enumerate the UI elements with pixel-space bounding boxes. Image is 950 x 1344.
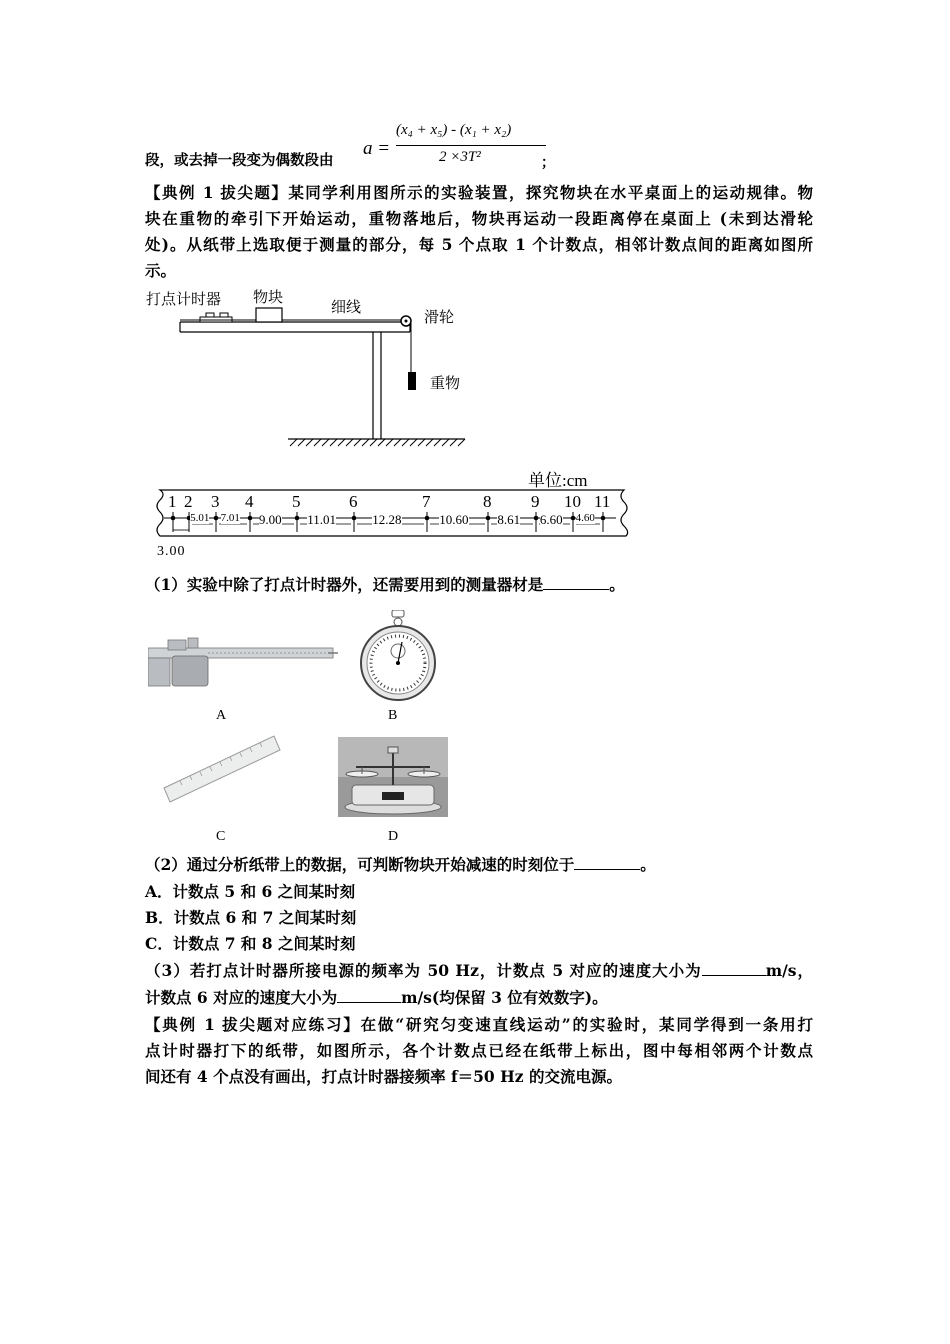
q1-text: （1）实验中除了打点计时器外，还需要用到的测量器材是 。 <box>145 575 625 594</box>
acceleration-formula <box>363 120 563 180</box>
tape-point-label-1: 1 <box>168 492 177 511</box>
first-distance-label: 3.00 <box>157 544 186 559</box>
tape-distance-label: 4.60 <box>575 512 595 524</box>
practice-line3: 间还有 4 个点没有画出，打点计时器接频率 f＝50 Hz 的交流电源。 <box>145 1067 622 1086</box>
q2-option-b: B．计数点 6 和 7 之间某时刻 <box>145 908 357 927</box>
tape-point-label-3: 3 <box>211 492 220 511</box>
tape-point-8 <box>486 516 491 521</box>
tape-distance-label: 11.01 <box>307 512 337 527</box>
practice-line1: 【典例 1 拔尖题对应练习】在做“研究匀变速直线运动”的实验时，某同学得到一条用打 <box>145 1015 813 1034</box>
vernier-caliper-image <box>148 630 338 692</box>
weight-label: 重物 <box>430 376 461 392</box>
tape-point-1 <box>171 516 176 521</box>
tape-unit: 单位:cm <box>528 471 588 490</box>
tape-point-label-6: 6 <box>349 492 358 511</box>
formula-suffix: ； <box>541 155 555 171</box>
tape-point-label-7: 7 <box>422 492 431 511</box>
practice-line2: 点计时器打下的纸带，如图所示，各个计数点已经在纸带上标出，图中每相邻两个计数点 <box>145 1041 813 1060</box>
tape-distance-label: 9.00 <box>258 512 282 527</box>
tape-point-label-2: 2 <box>184 492 193 511</box>
tape-point-9 <box>534 516 539 521</box>
option-a-label: A <box>216 708 227 723</box>
timer-label: 打点计时器 <box>146 292 222 308</box>
q3-line1: （3）若打点计时器所接电源的频率为 50 Hz，计数点 5 对应的速度大小为 m/s， <box>145 961 813 980</box>
option-d-label: D <box>388 829 399 844</box>
tape-point-label-5: 5 <box>292 492 301 511</box>
tape-point-label-8: 8 <box>483 492 492 511</box>
q2-option-a: A．计数点 5 和 6 之间某时刻 <box>145 882 356 901</box>
fraction-bar <box>396 145 546 146</box>
q3-line2: 计数点 6 对应的速度大小为 m/s(均保留 3 位有效数字)。 <box>145 988 608 1007</box>
example1-line3: 处)。从纸带上选取便于测量的部分，每 5 个点取 1 个计数点，相邻计数点间的距离如图所 <box>145 235 813 254</box>
balance-scale-image <box>338 737 448 817</box>
example1-line4: 示。 <box>145 261 177 280</box>
example1-line1: 【典例 1 拔尖题】某同学利用图所示的实验装置，探究物块在水平桌面上的运动规律。物 <box>145 183 813 202</box>
string-label: 细线 <box>331 300 362 316</box>
tape-distance-label: 12.28 <box>372 512 402 527</box>
ruler-image <box>160 734 282 806</box>
pulley-label: 滑轮 <box>424 310 455 326</box>
q2-option-c: C．计数点 7 和 8 之间某时刻 <box>145 934 356 953</box>
tape-distance-label: 5.01 <box>190 512 210 524</box>
tape-distance-label: 7.01 <box>220 512 240 524</box>
tape-point-label-9: 9 <box>531 492 540 511</box>
tape-distance-label: 8.61 <box>497 512 521 527</box>
tape-distance-label: 6.60 <box>539 512 563 527</box>
formula-numerator: (x₄ + x₅) - (x₁ + x₂) <box>396 122 512 138</box>
formula-lhs: a = <box>363 138 391 159</box>
tape-point-3 <box>214 516 219 521</box>
tape-point-7 <box>425 516 430 521</box>
tape-point-6 <box>352 516 357 521</box>
tape-distance-label: 10.60 <box>439 512 469 527</box>
tape-point-5 <box>295 516 300 521</box>
option-c-label: C <box>216 829 226 844</box>
option-b-label: B <box>388 708 398 723</box>
formula-prefix: 段，或去掉一段变为偶数段由 <box>145 152 334 169</box>
tape-point-4 <box>248 516 253 521</box>
tape-point-label-4: 4 <box>245 492 254 511</box>
formula-denominator: 2 ×3T² <box>439 149 481 165</box>
tape-point-11 <box>601 516 606 521</box>
example1-line2: 块在重物的牵引下开始运动，重物落地后，物块再运动一段距离停在桌面上 (未到达滑轮 <box>145 209 813 228</box>
tape-point-label-11: 11 <box>594 492 611 511</box>
block-label: 物块 <box>253 290 284 306</box>
tape-point-label-10: 10 <box>564 492 581 511</box>
q2-text: （2）通过分析纸带上的数据，可判断物块开始减速的时刻位于 。 <box>145 855 656 874</box>
stopwatch-image <box>358 610 438 702</box>
